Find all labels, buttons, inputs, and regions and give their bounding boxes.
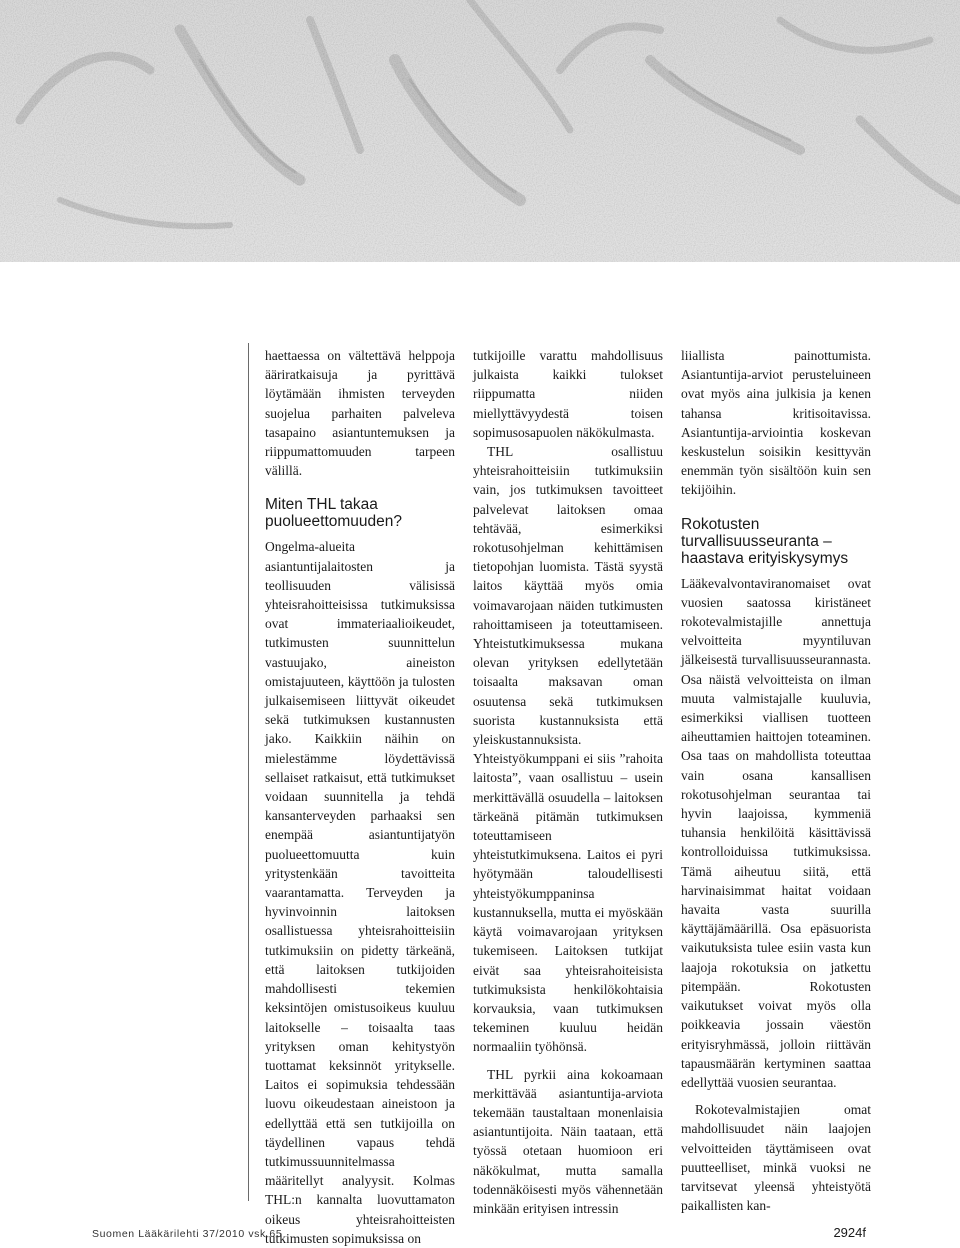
paragraph: liiallista painottumista. Asiantuntija-arviot perusteluineen ovat myös aina julkisia ja kenen tahansa kritisoitavissa. Asiantuntija-arviointia koskevan keskustelun soisikin kesittyvän enemmän työn sisältöön kuin sen tekijöihin. xyxy=(681,348,871,498)
section-heading: Rokotusten turvallisuusseuranta – haastava erityiskysymys xyxy=(681,515,849,567)
page-number: 2924f xyxy=(833,1225,866,1240)
sand-texture-photo xyxy=(0,0,960,262)
paragraph: haettaessa on vältettävä helppoja ääriratkaisuja ja pyrittävä löytämään ihmisten terveyden suojelua parhaiten palveleva tasapaino asiantuntemuksen ja riippumattomuuden tarpeen välillä. xyxy=(265,348,455,479)
paragraph: Rokotevalmistajien omat mahdollisuudet näin laajojen velvoitteiden täyttämiseen ovat puutteelliset, minkä vuoksi ne tarvitsevat yleensä yhteistyötä paikallisten kan- xyxy=(681,1102,871,1214)
paragraph: THL osallistuu yhteisrahoitteisiin tutkimuksiin vain, jos tutkimuksen tavoitteet palvelevat laitoksen omaa tehtävää, esimerkiksi rokotusohjelman kehittämisen tietopohjan luomista. Tästä syystä laitos käyttää myös omia voimavarojaan näiden tutkimusten rahoittamiseen ja toteuttamiseen. Yhteistutkimuksessa mukana olevan yrityksen edellytetään toisaalta maksavan oman osuutensa sekä tutkimuksen suorista kustannuksista että yleiskustannuksista. Yhteistyökumppani ei siis ”rahoita laitosta”, vaan osallistuu – usein merkittävällä osuudella – laitoksen tärkeänä pitämän tutkimuksen toteuttamiseen yhteistutkimuksena. Laitos ei pyri hyötymään taloudellisesti yhteistyökumppaninsa kustannuksella, mutta ei myöskään käytä voimavarojaan yrityksen tukemiseen. Laitoksen tutkijat eivät saa yhteisrahoiteisista tutkimuksista henkilökohtaisia korvauksia, vaan tutkimuksen tekeminen kuuluu heidän normaaliin työhönsä. xyxy=(473,444,663,1055)
paragraph: tutkijoille varattu mahdollisuus julkaista kaikki tulokset riippumatta niiden miellyttävyydestä toisen sopimusosapuolen näkökulmasta. xyxy=(473,348,663,440)
paragraph: THL pyrkii aina kokoamaan merkittävää asiantuntija-arviota tekemään taustaltaan monenlaisia asiantuntijoita. Näin taataan, että työssä otetaan huomioon eri näkökulmat, mutta samalla todennäköisesti myös vähennetään minkään erityisen intressin xyxy=(473,1066,663,1216)
paragraph: Ongelma-alueita asiantuntijalaitosten ja teollisuuden välisissä yhteisrahoitteisissa tutkimuksissa ovat immateriaalioikeudet, tutkimusten suunnittelun vastuujako, aineiston omistajuuteen, käyttöön ja tulosten julkaisemiseen liittyvät oikeudet sekä tutkimuksen kustannusten jako. Kaikkiin näihin on mielestämme löydettävissä sellaiset ratkaisut, että tutkimukset voidaan suunnitella ja tehdä kansanterveyden parhaaksi sen enempää asiantuntijatyön puolueettomuutta kuin yritystenkään tavoitteita vaarantamatta. Terveyden ja hyvinvoinnin laitoksen osallistuessa yhteisrahoitteisiin tutkimuksiin on pidetty tärkeänä, että laitoksen tutkijoiden mahdollisesti tekemien keksintöjen omistusoikeus kuuluu laitokselle – toisaalta taas yrityksen oman kehitystyön tuottamat keksinnöt yritykselle. Laitos ei sopimuksia tehdessään luovu oikeudestaan aineistoon ja edellyttää että sen tutkijoilla on täydellinen vapaus tehdä tutkimussuunnitelmassa määritellyt analyysit. Kolmas THL:n kannalta luovuttamaton oikeus yhteisrahoitteisten tutkimusten sopimuksissa on xyxy=(265,539,455,1246)
article-column-1 xyxy=(265,346,455,1246)
paragraph: Lääkevalvontaviranomaiset ovat vuosien saatossa kiristäneet rokotevalmistajille annettuja velvoitteita myyntiluvan jälkeisestä turvallisuusseurannasta. Osa näistä velvoitteista on ilman muuta valmistajalle kuuluvia, esimerkiksi viallisen tuotteen aiheuttamien haittojen toteaminen. Osa taas on mahdollista toteuttaa vain osana kansallisen rokotusohjelman seurantaa tai hyvin laajoissa, kymmeniä tuhansia henkilöitä käsittävissä kontrolloiduissa tutkimuksissa. Tämä aiheutuu siitä, että harvinaisimmat haitat voidaan havaita vasta suurilla käyttäjämäärillä. Osa epäsuorista vaikutuksista tulee esiin vasta kun laajoja rokotuksia on jatkettu pitempään. Rokotusten vaikutukset voivat myös olla poikkeavia jossain väestön erityisryhmässä, jolloin riittävän tapausmäärän kertyminen saattaa edellyttää vuosien seurantaa. xyxy=(681,575,871,1090)
journal-footer: Suomen Lääkärilehti 37/2010 vsk 65 xyxy=(92,1228,283,1240)
column-rule xyxy=(248,343,249,1201)
section-heading: Miten THL takaa puolueettomuuden? xyxy=(265,496,403,531)
article-column-2 xyxy=(473,346,663,1216)
article-column-3 xyxy=(681,346,871,1214)
